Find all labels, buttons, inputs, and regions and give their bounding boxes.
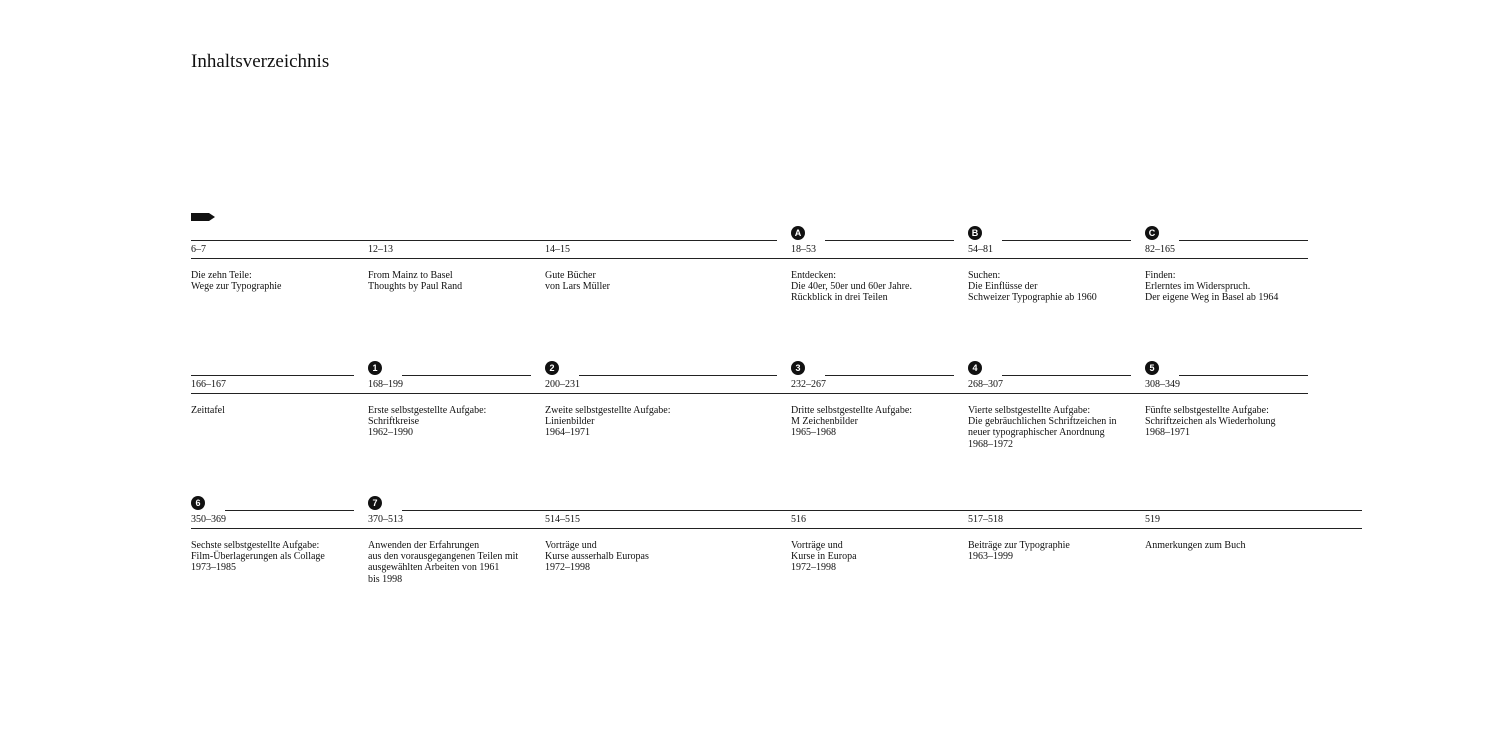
entry-description xyxy=(968,540,1138,562)
entry-description xyxy=(1145,540,1315,551)
description-line: 1962–1990 xyxy=(368,427,413,439)
description-line: 1972–1998 xyxy=(791,562,836,574)
top-rule-segment xyxy=(1002,375,1131,376)
description-line: Vorträge und xyxy=(545,540,597,551)
section-badge: 4 xyxy=(968,361,982,375)
arrow-marker-icon xyxy=(191,212,215,222)
description-line: Schriftkreise xyxy=(368,416,420,428)
top-rule-segment xyxy=(191,375,354,376)
description-line: aus den vorausgegangenen Teilen mit xyxy=(368,551,519,563)
page-range: 168–199 xyxy=(368,379,403,390)
description-line: Gute Bücher xyxy=(545,270,596,281)
entry-description xyxy=(545,540,715,574)
page-range: 350–369 xyxy=(191,514,226,525)
description-line: Beiträge zur Typographie xyxy=(968,540,1070,551)
description-line: 1964–1971 xyxy=(545,427,590,439)
page-range: 370–513 xyxy=(368,514,403,525)
description-line: 1973–1985 xyxy=(191,562,236,574)
description-line: Erlerntes im Widerspruch. xyxy=(1145,281,1251,293)
page-title: Inhaltsverzeichnis xyxy=(191,51,330,72)
section-badge: A xyxy=(791,226,805,240)
description-line: Suchen: xyxy=(968,270,1001,281)
section-badge: 1 xyxy=(368,361,382,375)
page-range: 200–231 xyxy=(545,379,580,390)
entry-description xyxy=(791,405,961,439)
description-line: Sechste selbstgestellte Aufgabe: xyxy=(191,540,320,551)
entry-description xyxy=(368,405,538,439)
entry-description xyxy=(791,270,961,304)
page-range: 308–349 xyxy=(1145,379,1180,390)
description-line: 1965–1968 xyxy=(791,427,836,439)
bottom-rule xyxy=(191,528,1362,529)
description-line: Anwenden der Erfahrungen xyxy=(368,540,480,551)
description-line: Vierte selbstgestellte Aufgabe: xyxy=(968,405,1091,416)
description-line: Dritte selbstgestellte Aufgabe: xyxy=(791,405,913,416)
entry-description xyxy=(791,540,961,574)
page-range: 18–53 xyxy=(791,244,816,255)
description-line: Die zehn Teile: xyxy=(191,270,252,281)
bottom-rule xyxy=(191,258,1308,259)
description-line: Thoughts by Paul Rand xyxy=(368,281,463,293)
section-badge: C xyxy=(1145,226,1159,240)
top-rule-segment xyxy=(825,240,954,241)
top-rule-segment xyxy=(402,375,531,376)
top-rule-segment xyxy=(1179,375,1308,376)
page-range: 166–167 xyxy=(191,379,226,390)
description-line: Entdecken: xyxy=(791,270,836,281)
section-badge: 7 xyxy=(368,496,382,510)
description-line: Erste selbstgestellte Aufgabe: xyxy=(368,405,487,416)
top-rule-segment xyxy=(579,375,777,376)
entry-description xyxy=(191,405,361,416)
page-range: 232–267 xyxy=(791,379,826,390)
page-range: 6–7 xyxy=(191,244,206,255)
toc-row xyxy=(0,228,1500,360)
page-range: 54–81 xyxy=(968,244,993,255)
description-line: neuer typographischer Anordnung xyxy=(968,427,1105,439)
page-range: 514–515 xyxy=(545,514,580,525)
description-line: 1972–1998 xyxy=(545,562,590,574)
description-line: 1963–1999 xyxy=(968,551,1013,563)
entry-description xyxy=(545,270,715,292)
top-rule-segment xyxy=(191,240,777,241)
description-line: Finden: xyxy=(1145,270,1176,281)
section-badge: 2 xyxy=(545,361,559,375)
entry-description xyxy=(545,405,715,439)
entry-description xyxy=(368,270,538,292)
description-line: bis 1998 xyxy=(368,573,403,585)
entry-description xyxy=(968,270,1138,304)
description-line: von Lars Müller xyxy=(545,281,610,293)
description-line: Film-Überlagerungen als Collage xyxy=(191,551,325,563)
entry-description xyxy=(191,270,361,292)
entry-description xyxy=(1145,405,1315,439)
page-range: 516 xyxy=(791,514,806,525)
entry-description xyxy=(1145,270,1315,304)
description-line: Schriftzeichen als Wiederholung xyxy=(1145,416,1276,428)
description-line: Linienbilder xyxy=(545,416,595,428)
description-line: Wege zur Typographie xyxy=(191,281,282,293)
entry-description xyxy=(368,540,538,585)
bottom-rule xyxy=(191,393,1308,394)
description-line: Die Einflüsse der xyxy=(968,281,1038,293)
description-line: Die gebräuchlichen Schriftzeichen in xyxy=(968,416,1117,428)
entry-description xyxy=(968,405,1138,450)
section-badge: B xyxy=(968,226,982,240)
description-line: Schweizer Typographie ab 1960 xyxy=(968,292,1097,304)
top-rule-segment xyxy=(1002,240,1131,241)
page-range: 517–518 xyxy=(968,514,1003,525)
description-line: Der eigene Weg in Basel ab 1964 xyxy=(1145,292,1279,304)
description-line: ausgewählten Arbeiten von 1961 xyxy=(368,562,500,574)
entry-description xyxy=(191,540,361,574)
page-range: 268–307 xyxy=(968,379,1003,390)
section-badge: 3 xyxy=(791,361,805,375)
description-line: Kurse ausserhalb Europas xyxy=(545,551,649,563)
description-line: M Zeichenbilder xyxy=(791,416,858,428)
toc-row xyxy=(0,498,1500,630)
description-line: Rückblick in drei Teilen xyxy=(791,292,888,304)
description-line: Kurse in Europa xyxy=(791,551,857,563)
page-range: 519 xyxy=(1145,514,1160,525)
description-line: 1968–1971 xyxy=(1145,427,1190,439)
description-line: From Mainz to Basel xyxy=(368,270,453,281)
page-range: 14–15 xyxy=(545,244,570,255)
top-rule-segment xyxy=(402,510,1362,511)
top-rule-segment xyxy=(1179,240,1308,241)
description-line: Anmerkungen zum Buch xyxy=(1145,540,1246,551)
page-range: 82–165 xyxy=(1145,244,1175,255)
description-line: 1968–1972 xyxy=(968,438,1013,450)
description-line: Zeittafel xyxy=(191,405,225,416)
top-rule-segment xyxy=(825,375,954,376)
page-range: 12–13 xyxy=(368,244,393,255)
description-line: Fünfte selbstgestellte Aufgabe: xyxy=(1145,405,1269,416)
section-badge: 5 xyxy=(1145,361,1159,375)
top-rule-segment xyxy=(225,510,354,511)
description-line: Die 40er, 50er und 60er Jahre. xyxy=(791,281,912,293)
section-badge: 6 xyxy=(191,496,205,510)
toc-row xyxy=(0,363,1500,495)
description-line: Zweite selbstgestellte Aufgabe: xyxy=(545,405,671,416)
description-line: Vorträge und xyxy=(791,540,843,551)
